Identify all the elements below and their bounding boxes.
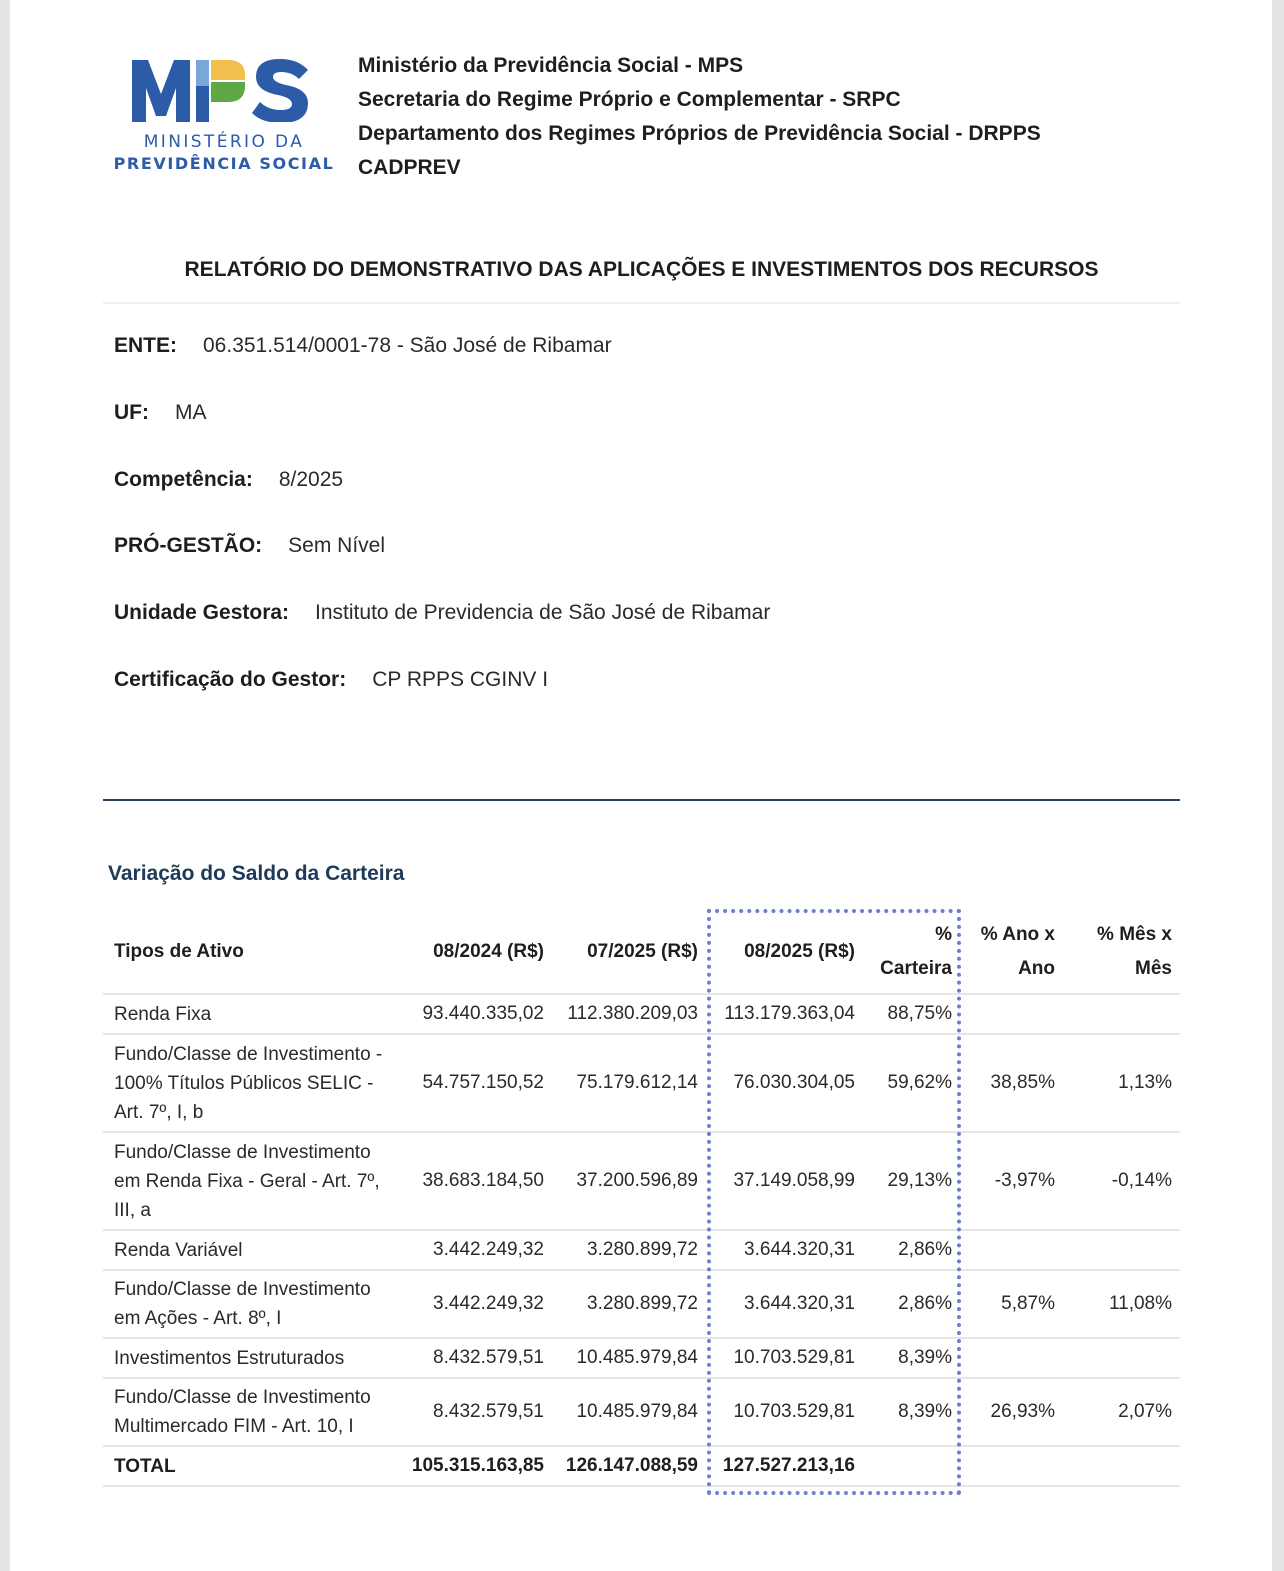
cell-tipo: Fundo/Classe de Investimento em Renda Fixa - Geral - Art. 7º, III, a — [114, 1141, 380, 1221]
cell-08-2025: 3.644.320,31 — [744, 1239, 855, 1260]
col-header-tipo: Tipos de Ativo — [114, 940, 244, 962]
col-header-pct-ano-l2: Ano — [1018, 957, 1055, 979]
info-pro-gestao-value: Sem Nível — [288, 534, 386, 557]
col-header-07-2025: 07/2025 (R$) — [587, 940, 698, 962]
info-uf-value: MA — [175, 401, 207, 424]
table-header-row — [103, 910, 1180, 994]
cell-tipo: Fundo/Classe de Investimento em Ações - Art. 8º, I — [114, 1279, 371, 1329]
col-header-pct-ano-l1: % Ano x — [980, 923, 1055, 945]
cell-total-pct-carteira — [863, 1446, 960, 1486]
cell-tipo-total: TOTAL — [114, 1455, 176, 1477]
col-header-pct-ano — [960, 910, 1063, 994]
org-header — [358, 52, 1041, 188]
table-row-acoes — [103, 1270, 1180, 1338]
info-pro-gestao-label: PRÓ-GESTÃO: — [114, 534, 263, 557]
info-competencia — [114, 468, 343, 492]
cell-tipo: Investimentos Estruturados — [114, 1347, 345, 1369]
cell-pct-ano — [960, 1230, 1063, 1270]
title-divider — [103, 302, 1180, 304]
cell-pct-ano: -3,97% — [994, 1170, 1055, 1191]
table-row-renda-fixa — [103, 994, 1180, 1034]
cell-pct-carteira: 8,39% — [898, 1347, 952, 1368]
cell-pct-carteira: 2,86% — [898, 1239, 952, 1260]
table-row-renda-variavel — [103, 1230, 1180, 1270]
cell-pct-carteira: 59,62% — [887, 1072, 952, 1093]
cell-total-pct-ano — [960, 1446, 1063, 1486]
info-competencia-label: Competência: — [114, 468, 253, 491]
cell-tipo: Fundo/Classe de Investimento - 100% Títulos Públicos SELIC - Art. 7º, I, b — [114, 1043, 383, 1123]
cell-pct-ano — [960, 994, 1063, 1034]
info-pro-gestao — [114, 534, 385, 558]
cell-pct-mes: 11,08% — [1108, 1293, 1172, 1314]
portfolio-variation-table — [103, 910, 1180, 1487]
cell-08-2025: 10.703.529,81 — [733, 1401, 855, 1422]
cell-pct-mes: 2,07% — [1118, 1401, 1172, 1422]
info-unidade-gestora — [114, 601, 770, 625]
cell-08-2024: 38.683.184,50 — [422, 1170, 544, 1191]
logo-text-previdencia: PREVIDÊNCIA SOCIAL — [113, 154, 335, 173]
col-header-08-2024: 08/2024 (R$) — [433, 940, 544, 962]
cell-pct-carteira: 8,39% — [898, 1401, 952, 1422]
info-certificacao — [114, 668, 548, 692]
cell-tipo: Fundo/Classe de Investimento Multimercado FIM - Art. 10, I — [114, 1387, 371, 1437]
info-competencia-value: 8/2025 — [278, 468, 344, 491]
org-line-system: CADPREV — [358, 156, 461, 179]
report-title: RELATÓRIO DO DEMONSTRATIVO DAS APLICAÇÕES E INVESTIMENTOS DOS RECURSOS — [184, 258, 1099, 281]
cell-pct-mes: -0,14% — [1111, 1170, 1172, 1191]
cell-08-2025: 10.703.529,81 — [733, 1347, 855, 1368]
logo-text-ministerio: MINISTÉRIO DA — [143, 132, 305, 152]
table-row-renda-fixa-geral — [103, 1132, 1180, 1230]
cell-pct-ano: 5,87% — [1001, 1293, 1055, 1314]
cell-08-2025: 3.644.320,31 — [744, 1293, 855, 1314]
cell-total-07-2025: 126.147.088,59 — [565, 1455, 698, 1476]
cell-total-08-2024: 105.315.163,85 — [411, 1455, 544, 1476]
report-page — [10, 0, 1272, 1571]
cell-08-2024: 3.442.249,32 — [433, 1293, 544, 1314]
org-line-secretaria: Secretaria do Regime Próprio e Complementar - SRPC — [358, 88, 901, 111]
table-row-total — [103, 1446, 1180, 1486]
info-unidade-gestora-label: Unidade Gestora: — [114, 601, 290, 624]
col-header-pct-mes-l2: Mês — [1135, 957, 1172, 979]
info-ente — [114, 334, 612, 358]
table-row-estruturados — [103, 1338, 1180, 1378]
mps-logo-mark-icon — [132, 58, 316, 122]
cell-tipo: Renda Fixa — [114, 1003, 212, 1025]
cell-08-2025: 113.179.363,04 — [724, 1003, 855, 1024]
table-row-multimercado — [103, 1378, 1180, 1446]
cell-07-2025: 3.280.899,72 — [587, 1293, 698, 1314]
col-header-pct-mes-l1: % Mês x — [1097, 923, 1172, 945]
col-header-08-2025: 08/2025 (R$) — [744, 940, 855, 962]
section-title: Variação do Saldo da Carteira — [108, 862, 405, 885]
cell-07-2025: 3.280.899,72 — [587, 1239, 698, 1260]
mps-logo — [110, 58, 338, 178]
cell-08-2024: 3.442.249,32 — [433, 1239, 544, 1260]
info-certificacao-value: CP RPPS CGINV I — [372, 668, 549, 691]
cell-pct-ano: 38,85% — [990, 1072, 1055, 1093]
info-uf — [114, 401, 207, 425]
cell-tipo: Renda Variável — [114, 1239, 243, 1261]
cell-08-2025: 37.149.058,99 — [733, 1170, 855, 1191]
cell-07-2025: 10.485.979,84 — [576, 1401, 698, 1422]
cell-total-pct-mes — [1063, 1446, 1180, 1486]
cell-07-2025: 112.380.209,03 — [567, 1003, 698, 1024]
cell-pct-mes — [1063, 1338, 1180, 1378]
info-uf-label: UF: — [114, 401, 149, 424]
cell-08-2024: 93.440.335,02 — [422, 1003, 544, 1024]
cell-pct-mes — [1063, 1230, 1180, 1270]
col-header-pct-carteira-l1: % — [935, 923, 952, 945]
cell-pct-mes: 1,13% — [1118, 1072, 1172, 1093]
org-line-departamento: Departamento dos Regimes Próprios de Previdência Social - DRPPS — [358, 122, 1041, 145]
cell-08-2024: 8.432.579,51 — [433, 1401, 544, 1422]
info-ente-label: ENTE: — [114, 334, 177, 357]
cell-08-2024: 8.432.579,51 — [433, 1347, 544, 1368]
cell-total-08-2025: 127.527.213,16 — [722, 1455, 855, 1476]
cell-pct-carteira: 29,13% — [887, 1170, 952, 1191]
cell-07-2025: 75.179.612,14 — [576, 1072, 698, 1093]
col-header-pct-carteira — [863, 910, 960, 994]
col-header-pct-carteira-l2: Carteira — [880, 957, 952, 979]
cell-07-2025: 10.485.979,84 — [576, 1347, 698, 1368]
cell-07-2025: 37.200.596,89 — [576, 1170, 698, 1191]
col-header-pct-mes — [1063, 910, 1180, 994]
info-ente-value: 06.351.514/0001-78 - São José de Ribamar — [203, 334, 612, 357]
cell-pct-carteira: 88,75% — [887, 1003, 952, 1024]
info-unidade-gestora-value: Instituto de Previdencia de São José de Ribamar — [315, 601, 771, 624]
org-line-ministerio: Ministério da Previdência Social - MPS — [358, 54, 744, 77]
cell-08-2025: 76.030.304,05 — [733, 1072, 855, 1093]
cell-pct-ano — [960, 1338, 1063, 1378]
section-divider — [103, 799, 1180, 801]
cell-pct-ano: 26,93% — [990, 1401, 1055, 1422]
cell-pct-mes — [1063, 994, 1180, 1034]
cell-08-2024: 54.757.150,52 — [422, 1072, 544, 1093]
cell-pct-carteira: 2,86% — [898, 1293, 952, 1314]
info-certificacao-label: Certificação do Gestor: — [114, 668, 347, 691]
table-row-titulos-publicos — [103, 1034, 1180, 1132]
